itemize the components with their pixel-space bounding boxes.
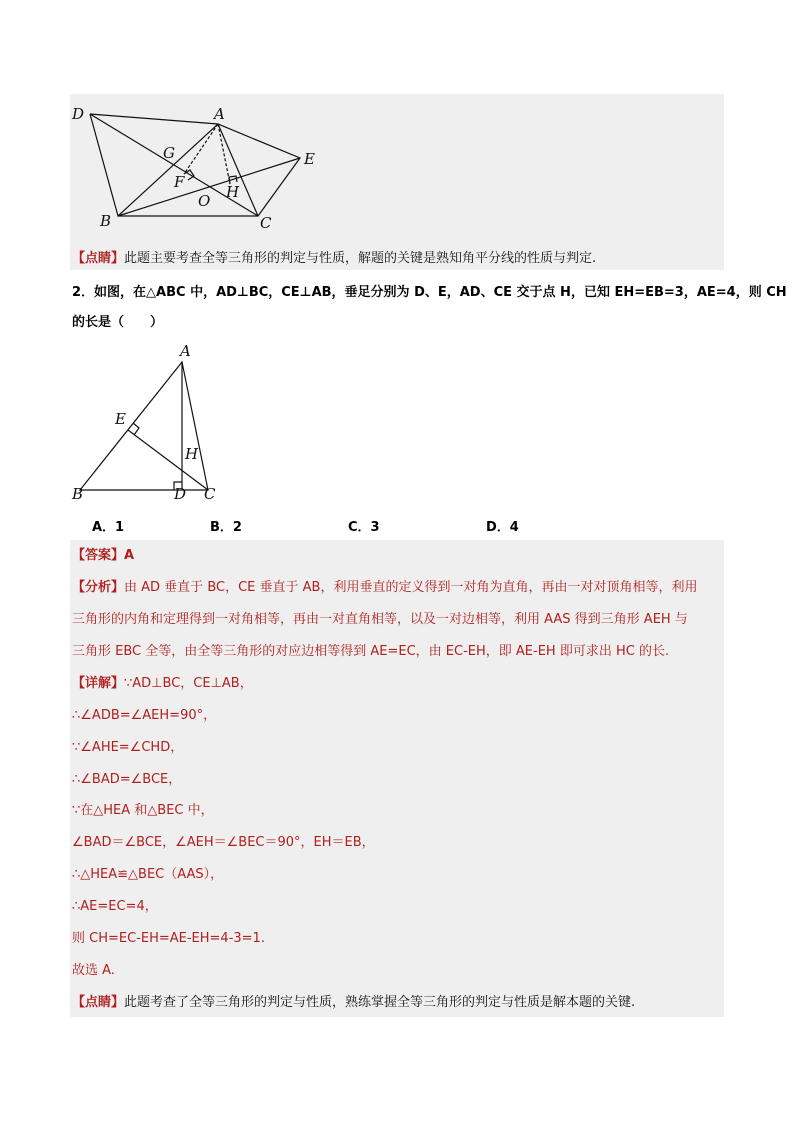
fig2-label-E: E [115, 410, 126, 428]
option-c: C．3 [348, 520, 380, 535]
fig1-label-C: C [260, 214, 272, 232]
fig2-right-angle-E [133, 423, 139, 435]
fig1-label-F: F [174, 173, 185, 191]
key-point-2 [72, 993, 635, 1013]
fig2-triangle-ABC [80, 362, 208, 490]
fig2-label-D: D [174, 485, 187, 503]
question-2-line-1: 2．如图，在△ABC 中，AD⊥BC，CE⊥AB，垂足分别为 D、E，AD、CE 交于点 H，已知 EH=EB=3，AE=4，则 CH [72, 285, 787, 300]
analysis-line-1 [72, 578, 697, 598]
fig1-label-G: G [163, 144, 175, 162]
option-b: B．2 [210, 520, 242, 535]
fig1-line-AH [218, 124, 230, 184]
detail-line-2: ∴∠ADB=∠AEH=90°， [72, 708, 217, 723]
option-d: D．4 [486, 520, 519, 535]
fig1-outline [90, 114, 300, 216]
detail-line-10: 故选 A. [72, 963, 115, 978]
fig2-label-H: H [185, 445, 199, 463]
key-point-1-text: 此题主要考查全等三角形的判定与性质，解题的关键是熟知角平分线的性质与判定. [124, 251, 597, 266]
detail-tag: 【详解】 [72, 676, 125, 691]
fig1-label-E: E [304, 150, 315, 168]
fig1-label-A: A [214, 105, 225, 123]
fig1-line-AF [184, 124, 218, 174]
analysis-tag: 【分析】 [72, 580, 125, 595]
fig2-label-C: C [204, 485, 216, 503]
fig1-label-H: H [226, 183, 240, 201]
detail-line-8: ∴AE=EC=4， [72, 899, 158, 914]
detail-line-3: ∵∠AHE=∠CHD， [72, 740, 184, 755]
detail-text-1: ∵AD⊥BC，CE⊥AB， [124, 676, 253, 691]
answer-line [72, 546, 134, 566]
key-point-1 [72, 249, 596, 269]
fig1-label-D: D [72, 105, 85, 123]
detail-line-5: ∵在△HEA 和△BEC 中， [72, 803, 214, 818]
detail-line-6: ∠BAD＝∠BCE，∠AEH＝∠BEC＝90°，EH＝EB， [72, 835, 375, 850]
key-point-2-text: 此题考查了全等三角形的判定与性质，熟练掌握全等三角形的判定与性质是解本题的关键. [124, 995, 636, 1010]
answer-value: A [124, 548, 135, 563]
figure-2-geometry [70, 342, 230, 507]
detail-line-9: 则 CH=EC-EH=AE-EH=4-3=1. [72, 931, 265, 946]
key-point-1-tag: 【点睛】 [72, 251, 125, 266]
fig1-label-B: B [100, 212, 112, 230]
analysis-text-1: 由 AD 垂直于 BC，CE 垂直于 AB，利用垂直的定义得到一对角为直角，再由一对对顶角相等，利用 [124, 580, 698, 595]
question-2-line-2: 的长是（ ） [72, 315, 164, 330]
detail-line-7: ∴△HEA≌△BEC（AAS）， [72, 867, 224, 882]
figure-1-geometry [70, 100, 330, 235]
analysis-line-2: 三角形的内角和定理得到一对角相等，再由一对直角相等，以及一对边相等，利用 AAS 得到三角形 AEH 与 [72, 612, 688, 627]
detail-line-1 [72, 674, 253, 694]
analysis-line-3: 三角形 EBC 全等，由全等三角形的对应边相等得到 AE=EC，由 EC-EH，即 AE-EH 即可求出 HC 的长. [72, 644, 670, 659]
fig1-label-O: O [198, 192, 211, 210]
fig2-label-A: A [180, 342, 191, 360]
key-point-2-tag: 【点睛】 [72, 995, 125, 1010]
detail-line-4: ∴∠BAD=∠BCE， [72, 772, 182, 787]
answer-tag: 【答案】 [72, 548, 125, 563]
fig2-label-B: B [72, 485, 84, 503]
option-a: A．1 [92, 520, 125, 535]
